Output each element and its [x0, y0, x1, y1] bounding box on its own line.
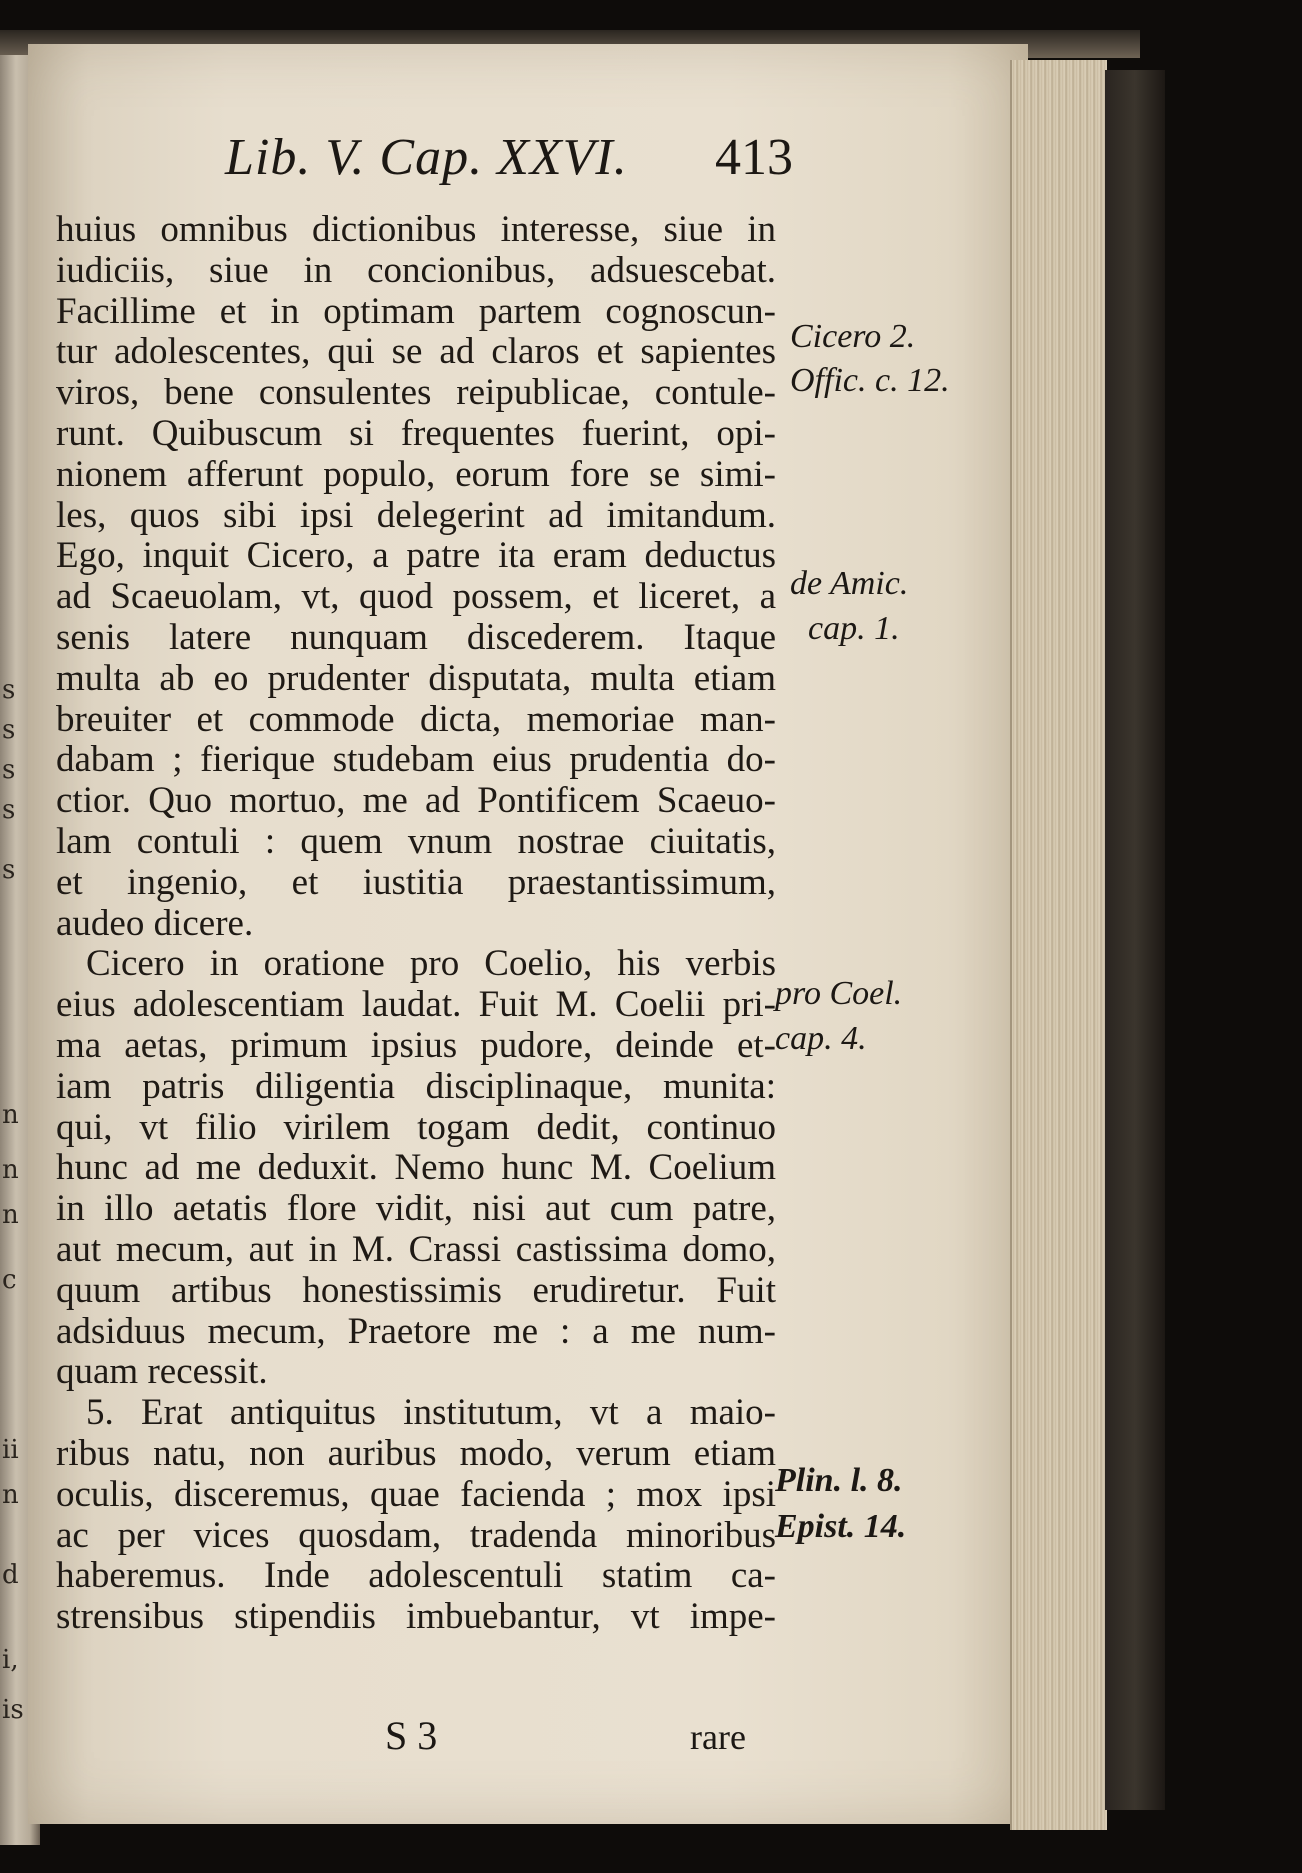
marginal-note: Epist. 14. — [775, 1508, 907, 1545]
marginal-note: Plin. l. 8. — [775, 1462, 903, 1499]
marginal-note: pro Coel. — [775, 975, 903, 1012]
edge-fragment: s — [2, 675, 16, 705]
marginal-note: Cicero 2. — [790, 318, 916, 355]
text-line: iam patris diligentia disciplinaque, munita: — [56, 1065, 776, 1107]
text-line: les, quos sibi ipsi delegerint ad imitandum. — [56, 494, 776, 536]
text-line: hunc ad me deduxit. Nemo hunc M. Coelium — [56, 1147, 776, 1189]
running-head: Lib. V. Cap. XXVI. — [225, 129, 628, 186]
text-line: ad Scaeuolam, vt, quod possem, et liceret, a — [56, 576, 776, 618]
text-line: strensibus stipendiis imbuebantur, vt impe- — [56, 1596, 776, 1638]
edge-fragment: n — [2, 1480, 19, 1510]
text-line: runt. Quibuscum si frequentes fuerint, opi- — [56, 412, 776, 454]
text-line: ac per vices quosdam, tradenda minoribus — [56, 1514, 776, 1556]
edge-fragment: n — [2, 1100, 19, 1130]
edge-fragment: s — [2, 755, 16, 785]
text-line: audeo dicere. — [56, 902, 254, 944]
marginal-note: de Amic. — [790, 565, 909, 602]
edge-fragment: c — [2, 1265, 17, 1295]
body-text — [56, 210, 776, 1638]
text-line: multa ab eo prudenter disputata, multa etiam — [56, 657, 776, 699]
text-line: ribus natu, non auribus modo, verum etiam — [56, 1432, 776, 1474]
page-number: 413 — [715, 129, 793, 186]
text-line: in illo aetatis flore vidit, nisi aut cum patre, — [56, 1188, 776, 1230]
text-line: aut mecum, aut in M. Crassi castissima domo, — [56, 1228, 776, 1270]
text-line: nionem afferunt populo, eorum fore se simi- — [56, 453, 776, 495]
text-line: qui, vt filio virilem togam dedit, continuo — [56, 1106, 776, 1148]
text-line: quum artibus honestissimis erudiretur. Fuit — [56, 1269, 776, 1311]
edge-fragment: is — [2, 1695, 24, 1725]
text-line: oculis, disceremus, quae facienda ; mox ipsi — [56, 1473, 776, 1515]
text-line: tur adolescentes, qui se ad claros et sapientes — [56, 331, 776, 373]
edge-fragment: s — [2, 715, 16, 745]
text-line: lam contuli : quem vnum nostrae ciuitatis, — [56, 820, 776, 862]
catchword: rare — [690, 1717, 746, 1757]
text-line: iudiciis, siue in concionibus, adsuescebat. — [56, 249, 776, 291]
signature-mark: S 3 — [385, 1713, 438, 1758]
text-line: ma aetas, primum ipsius pudore, deinde et- — [56, 1024, 776, 1066]
text-line: haberemus. Inde adolescentuli statim ca- — [56, 1555, 776, 1597]
marginal-note: Offic. c. 12. — [790, 362, 950, 399]
text-line: eius adolescentiam laudat. Fuit M. Coelii pri- — [56, 984, 776, 1026]
text-line: dabam ; fierique studebam eius prudentia do- — [56, 739, 776, 781]
text-line: viros, bene consulentes reipublicae, contule- — [56, 372, 776, 414]
edge-fragment: n — [2, 1155, 19, 1185]
text-line: senis latere nunquam discederem. Itaque — [56, 616, 776, 658]
edge-fragment: ii — [2, 1435, 19, 1465]
edge-fragment: s — [2, 795, 16, 825]
marginal-note: cap. 4. — [775, 1020, 867, 1057]
edge-fragment: s — [2, 855, 16, 885]
text-line: 5. Erat antiquitus institutum, vt a maio- — [86, 1392, 776, 1434]
text-line: Ego, inquit Cicero, a patre ita eram deductus — [56, 535, 776, 577]
marginal-note: cap. 1. — [808, 610, 900, 647]
edge-fragment: i, — [2, 1645, 19, 1675]
text-line: quam recessit. — [56, 1351, 268, 1393]
edge-fragment: d — [2, 1560, 19, 1590]
text-line: huius omnibus dictionibus interesse, siue in — [56, 209, 776, 250]
text-line: et ingenio, et iustitia praestantissimum, — [56, 861, 776, 903]
page-block-edges — [1010, 60, 1107, 1830]
edge-fragment: n — [2, 1200, 19, 1230]
text-line: Facillime et in optimam partem cognoscun- — [56, 290, 776, 332]
book-cover — [1105, 70, 1165, 1810]
text-line: adsiduus mecum, Praetore me : a me num- — [56, 1310, 776, 1352]
text-line: breuiter et commode dicta, memoriae man- — [56, 698, 776, 740]
text-line: ctior. Quo mortuo, me ad Pontificem Scaeuo- — [56, 780, 776, 822]
text-line: Cicero in oratione pro Coelio, his verbis — [86, 943, 776, 985]
